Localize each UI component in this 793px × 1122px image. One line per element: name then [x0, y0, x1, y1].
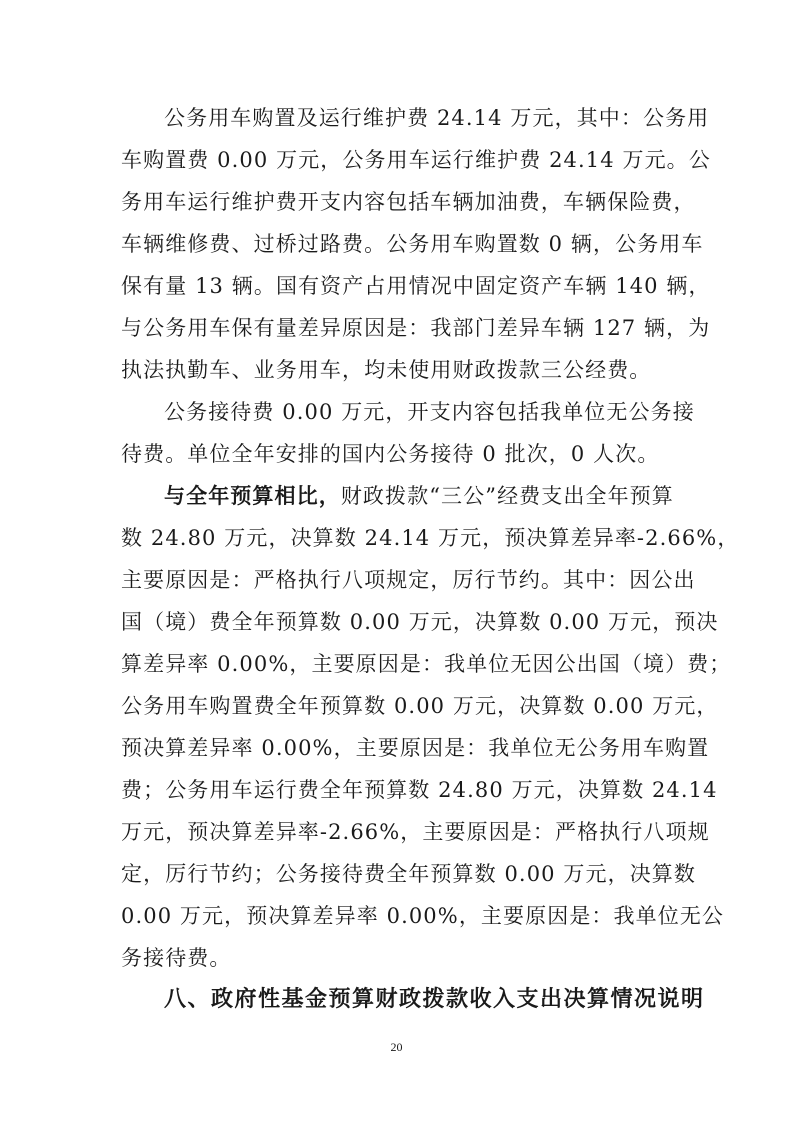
paragraph-line: 算差异率 0.00%，主要原因是：我单位无因公出国（境）费； — [121, 652, 732, 676]
paragraph-line: 定，厉行节约；公务接待费全年预算数 0.00 万元，决算数 — [121, 862, 697, 886]
paragraph-line: 0.00 万元，预决算差异率 0.00%，主要原因是：我单位无公 — [121, 904, 725, 928]
paragraph-line: 务用车运行维护费开支内容包括车辆加油费，车辆保险费， — [121, 190, 696, 214]
page-number: 20 — [390, 1040, 403, 1054]
paragraph-line: 公务用车购置费全年预算数 0.00 万元，决算数 0.00 万元， — [121, 694, 719, 718]
paragraph-line: 务接待费。 — [121, 946, 232, 970]
paragraph-line: 数 24.80 万元，决算数 24.14 万元，预决算差异率-2.66%， — [121, 526, 740, 550]
paragraph-line: 万元，预决算差异率-2.66%，主要原因是：严格执行八项规 — [121, 820, 710, 844]
paragraph-lead-line — [164, 481, 674, 511]
paragraph-line: 与公务用车保有量差异原因是：我部门差异车辆 127 辆，为 — [121, 316, 711, 340]
paragraph-line: 预决算差异率 0.00%，主要原因是：我单位无公务用车购置 — [121, 736, 710, 760]
paragraph-line: 车辆维修费、过桥过路费。公务用车购置数 0 辆，公务用车 — [121, 232, 704, 256]
paragraph-line: 待费。单位全年安排的国内公务接待 0 批次，0 人次。 — [121, 442, 660, 466]
paragraph-line: 公务用车购置及运行维护费 24.14 万元，其中：公务用 — [164, 106, 710, 130]
paragraph-line: 公务接待费 0.00 万元，开支内容包括我单位无公务接 — [164, 400, 695, 424]
paragraph-line: 费；公务用车运行费全年预算数 24.80 万元，决算数 24.14 — [121, 778, 718, 802]
paragraph-line: 车购置费 0.00 万元，公务用车运行维护费 24.14 万元。公 — [121, 148, 711, 172]
section-heading: 八、政府性基金预算财政拨款收入支出决算情况说明 — [164, 987, 705, 1012]
lead-rest-text: 财政拨款“三公”经费支出全年预算 — [340, 484, 674, 508]
paragraph-line: 执法执勤车、业务用车，均未使用财政拨款三公经费。 — [121, 358, 652, 382]
paragraph-line: 主要原因是：严格执行八项规定，厉行节约。其中：因公出 — [121, 568, 696, 592]
lead-bold-text: 与全年预算相比， — [164, 483, 341, 508]
paragraph-line: 保有量 13 辆。国有资产占用情况中固定资产车辆 140 辆， — [121, 274, 711, 298]
paragraph-line: 国（境）费全年预算数 0.00 万元，决算数 0.00 万元，预决 — [121, 610, 719, 634]
